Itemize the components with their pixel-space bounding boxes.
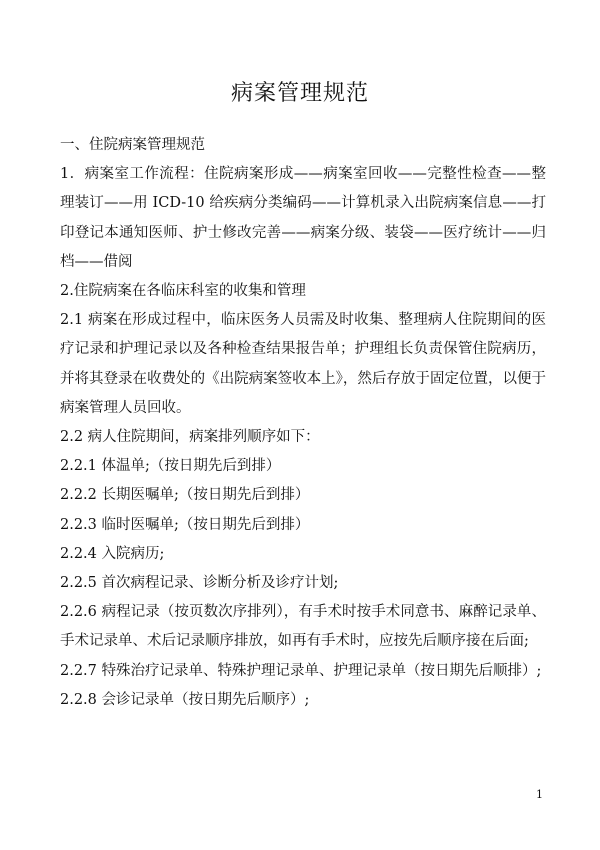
- list-item: 2.2.1 体温单;（按日期先后到排）: [60, 458, 281, 475]
- document-body: [60, 131, 546, 715]
- section-heading: 一、住院病案管理规范: [60, 137, 205, 153]
- list-item: 2.2.6 病程记录（按页数次序排列），有手术时按手术同意书、麻醉记录单、手术记录单、术后记录顺序排放，如再有手术时，应按先后顺序接在后面;: [60, 604, 546, 650]
- list-item: 2.2.7 特殊治疗记录单、特殊护理记录单、护理记录单（按日期先后顺排）;: [60, 662, 542, 679]
- subsection-heading: 2.住院病案在各临床科室的收集和管理: [60, 283, 306, 300]
- paragraph-workflow: 1．病案室工作流程：住院病案形成——病案室回收——完整性检查——整理装订——用 ICD-10 给疾病分类编码——计算机录入出院病案信息——打印登记本通知医师、护士修改完善——病案分级、装袋——医疗统计——归档——借阅: [60, 166, 546, 270]
- list-item: 2.2.8 会诊记录单（按日期先后顺序）;: [60, 691, 310, 708]
- list-item: 2.2.5 首次病程记录、诊断分析及诊疗计划;: [60, 575, 339, 592]
- list-item: 2.2.4 入院病历;: [60, 545, 165, 562]
- paragraph-collection: 2.1 病案在形成过程中，临床医务人员需及时收集、整理病人住院期间的医疗记录和护理记录以及各种检查结果报告单；护理组长负责保管住院病历，并将其登录在收费处的《出院病案签收本上》，然后存放于固定位置，以便于病案管理人员回收。: [60, 312, 546, 416]
- list-item: 2.2.2 长期医嘱单;（按日期先后到排）: [60, 487, 310, 504]
- paragraph-order-intro: 2.2 病人住院期间，病案排列顺序如下：: [60, 429, 320, 446]
- page-number: 1: [536, 788, 543, 801]
- list-item: 2.2.3 临时医嘱单;（按日期先后到排）: [60, 516, 310, 533]
- document-title: 病案管理规范: [230, 81, 369, 106]
